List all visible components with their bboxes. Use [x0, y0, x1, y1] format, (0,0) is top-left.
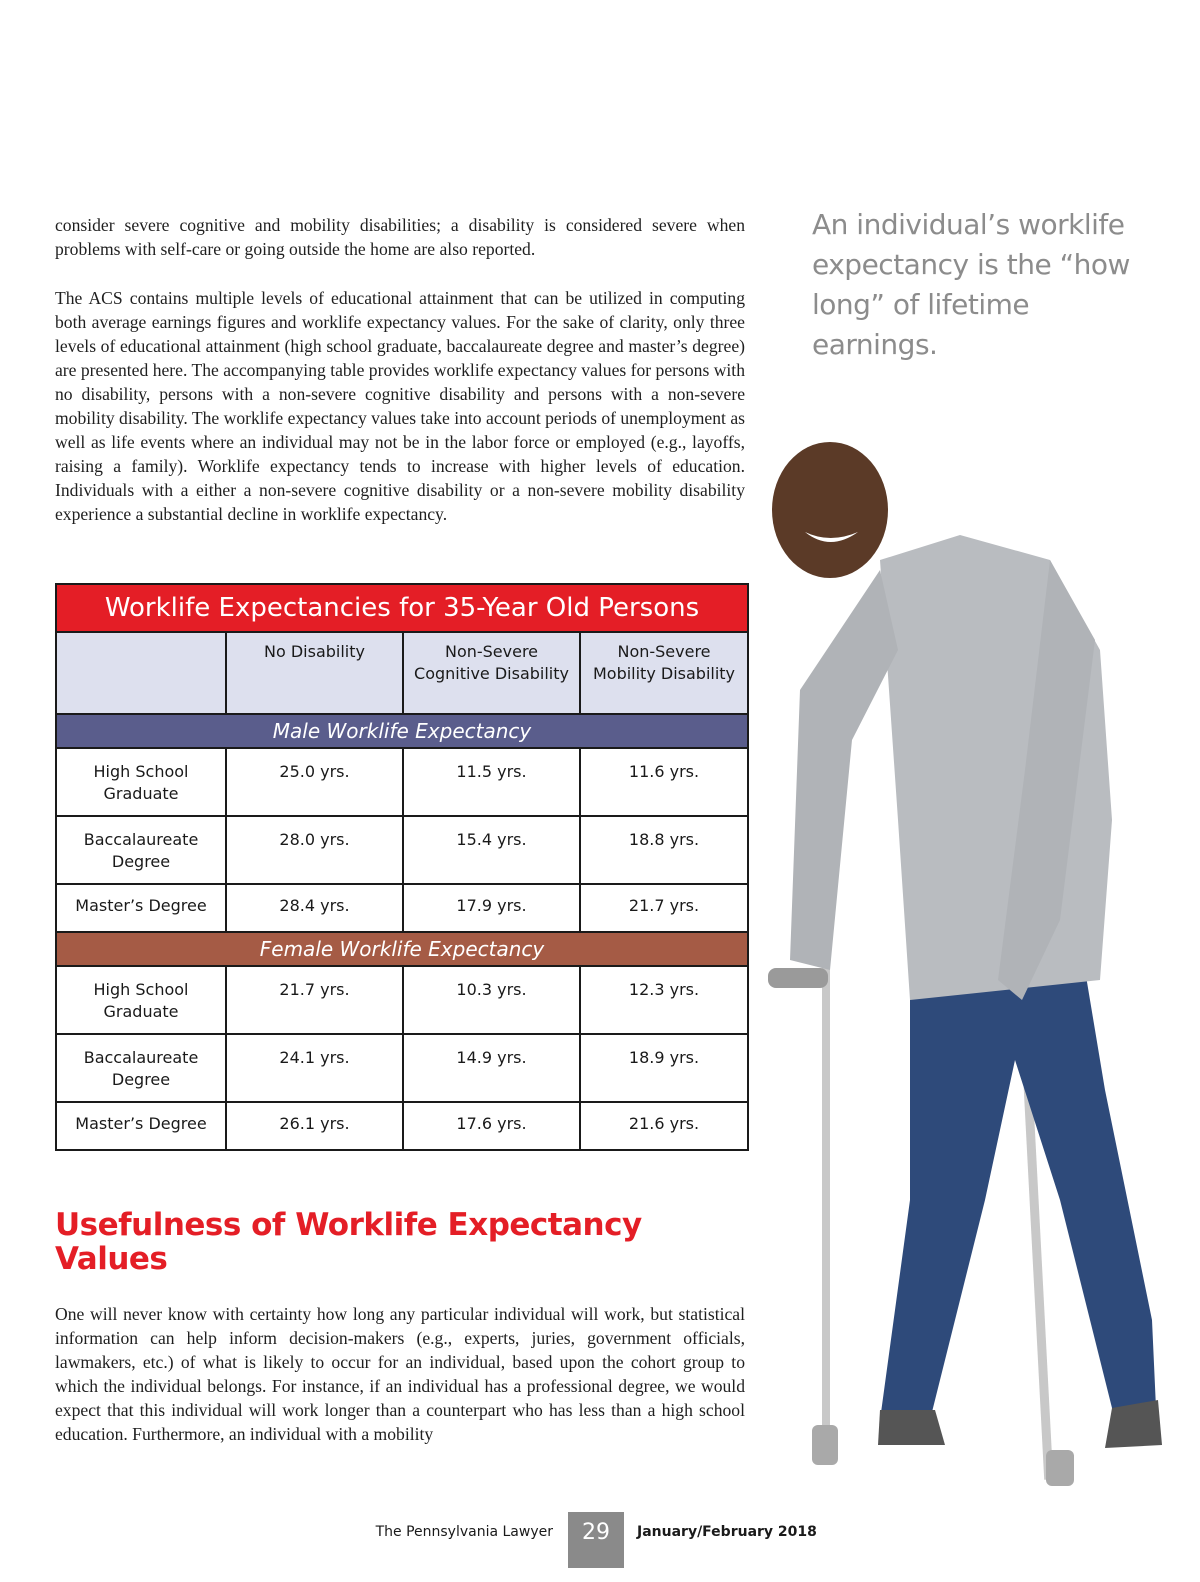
page-footer	[0, 1512, 1200, 1568]
table-cell: 17.9 yrs.	[403, 884, 580, 932]
table-cell: 25.0 yrs.	[226, 748, 403, 816]
body-paragraph-3: One will never know with certainty how long any particular individual will work, but statistical information can help inform decision-makers (e.g., experts, juries, government officials, lawmakers, etc.) of what is likely to occur for an individual, based upon the cohort group to which the individual belongs. For instance, if an individual has a professional degree, we would expect that this individual will work longer than a counterpart who has less than a high school education. Furthermore, an individual with a mobility	[55, 1304, 745, 1444]
jeans	[880, 940, 1156, 1420]
table-cell: 18.9 yrs.	[580, 1034, 748, 1102]
table-cell: 28.4 yrs.	[226, 884, 403, 932]
table-row	[56, 1102, 748, 1150]
row-label: Baccalaureate Degree	[56, 816, 226, 884]
issue-date: January/February 2018	[637, 1524, 817, 1540]
table-cell: 17.6 yrs.	[403, 1102, 580, 1150]
header-mobility-disability: Non-Severe Mobility Disability	[580, 632, 748, 714]
table-row	[56, 748, 748, 816]
table-row	[56, 884, 748, 932]
table-cell: 21.7 yrs.	[226, 966, 403, 1034]
body-paragraph-1: consider severe cognitive and mobility disabilities; a disability is considered severe when problems with self-care or going outside the home are also reported.	[55, 215, 745, 259]
table-row	[56, 1034, 748, 1102]
sleeve-left	[790, 570, 898, 970]
table-cell: 14.9 yrs.	[403, 1034, 580, 1102]
worklife-table	[55, 583, 749, 1151]
face	[772, 442, 888, 578]
table-header-row	[56, 632, 748, 714]
pull-quote: An individual’s worklife expectancy is the “how long” of lifetime earnings.	[812, 208, 1130, 361]
row-label: Master’s Degree	[56, 884, 226, 932]
row-label: High School Graduate	[56, 966, 226, 1034]
table-cell: 10.3 yrs.	[403, 966, 580, 1034]
table-cell: 11.6 yrs.	[580, 748, 748, 816]
header-no-disability: No Disability	[226, 632, 403, 714]
table-cell: 21.7 yrs.	[580, 884, 748, 932]
male-section-band: Male Worklife Expectancy	[56, 714, 748, 748]
table-cell: 12.3 yrs.	[580, 966, 748, 1034]
table-cell: 28.0 yrs.	[226, 816, 403, 884]
man-with-crutches-photo	[760, 440, 1190, 1500]
row-label: Baccalaureate Degree	[56, 1034, 226, 1102]
table-cell: 15.4 yrs.	[403, 816, 580, 884]
table-cell: 21.6 yrs.	[580, 1102, 748, 1150]
publication-name: The Pennsylvania Lawyer	[375, 1524, 553, 1540]
row-label: Master’s Degree	[56, 1102, 226, 1150]
shoe-left	[878, 1410, 945, 1445]
table-row	[56, 816, 748, 884]
body-paragraph-2: The ACS contains multiple levels of educational attainment that can be utilized in computing both average earnings figures and worklife expectancy values. For the sake of clarity, only three levels of educational attainment (high school graduate, baccalaureate degree and master’s degree) are presented here. The accompanying table provides worklife expectancy values for persons with no disability, persons with a non-severe cognitive disability and persons with a non-severe mobility disability. The worklife expectancy values take into account periods of unemployment as well as life events where an individual may not be in the labor force or employed (e.g., layoffs, raising a family). Worklife expectancy tends to increase with higher levels of education. Individuals with a either a non-severe cognitive disability or a non-severe mobility disability experience a substantial decline in worklife expectancy.	[55, 288, 745, 524]
section-heading: Usefulness of Worklife Expectancy Values	[55, 1207, 642, 1277]
header-cognitive-disability: Non-Severe Cognitive Disability	[403, 632, 580, 714]
row-label: High School Graduate	[56, 748, 226, 816]
page-number: 29	[568, 1512, 624, 1568]
table-title: Worklife Expectancies for 35-Year Old Persons	[56, 584, 748, 632]
table-row	[56, 966, 748, 1034]
table-cell: 18.8 yrs.	[580, 816, 748, 884]
female-section-band: Female Worklife Expectancy	[56, 932, 748, 966]
table-cell: 11.5 yrs.	[403, 748, 580, 816]
table-cell: 26.1 yrs.	[226, 1102, 403, 1150]
header-empty-cell	[56, 632, 226, 714]
table-cell: 24.1 yrs.	[226, 1034, 403, 1102]
